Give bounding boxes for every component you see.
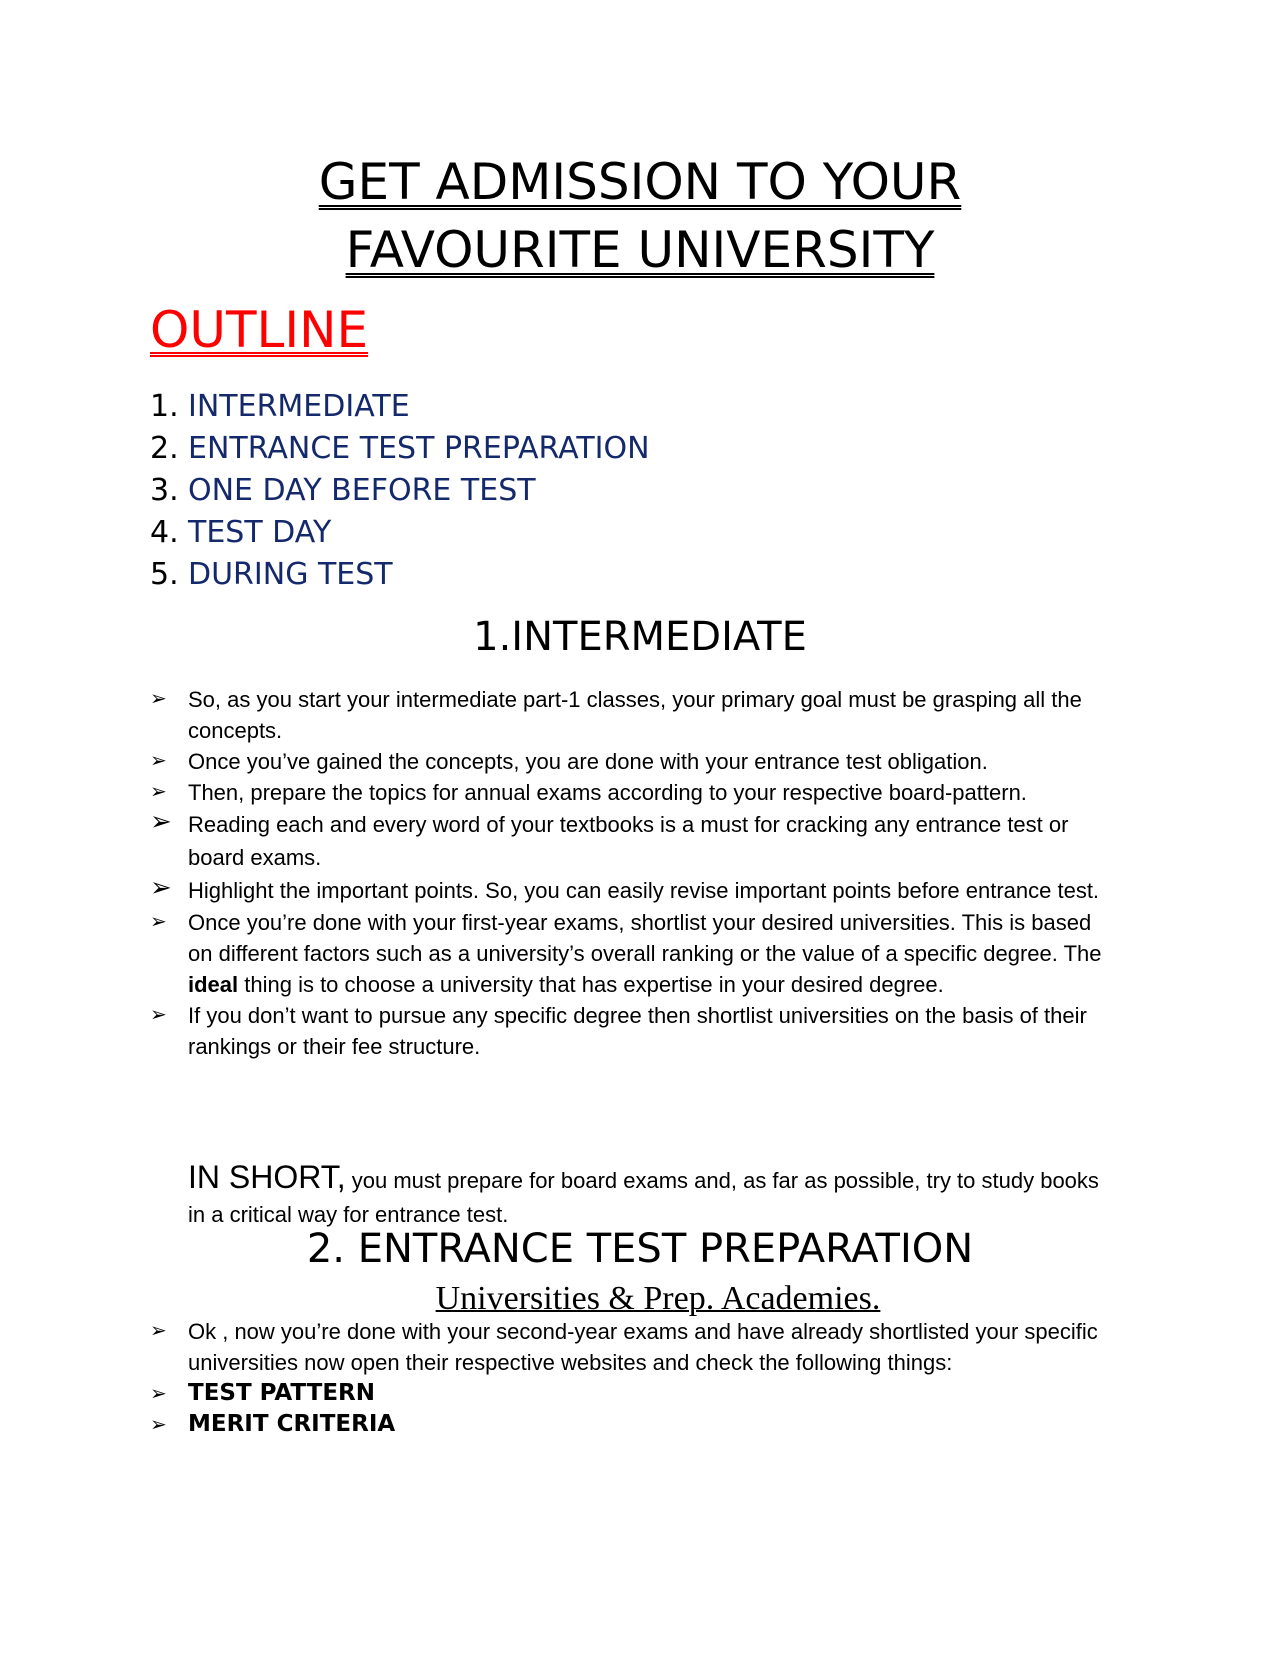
arrow-bullet-icon: ➢ xyxy=(150,872,172,902)
arrow-bullet-icon: ➢ xyxy=(150,1004,167,1026)
bullet-item: ➢ So, as you start your intermediate part-1 classes, your primary goal must be grasping all the concepts. xyxy=(150,684,1120,746)
bullet-item: ➢ Once you’ve gained the concepts, you are done with your entrance test obligation. xyxy=(150,746,1120,777)
document-title: GET ADMISSION TO YOUR FAVOURITE UNIVERSITY xyxy=(318,153,962,279)
outline-item: 2. ENTRANCE TEST PREPARATION xyxy=(150,431,650,466)
arrow-bullet-icon: ➢ xyxy=(150,1381,167,1405)
arrow-bullet-icon: ➢ xyxy=(150,1412,167,1436)
arrow-bullet-icon: ➢ xyxy=(150,750,167,772)
outline-item: 4. TEST DAY xyxy=(150,515,332,550)
section1-heading: 1.INTERMEDIATE xyxy=(473,614,807,660)
section1-bullets xyxy=(150,684,1120,1062)
bullet-item: ➢ Then, prepare the topics for annual exams according to your respective board-pattern. xyxy=(150,777,1120,808)
outline-item: 1. INTERMEDIATE xyxy=(150,389,410,424)
outline-item: 3. ONE DAY BEFORE TEST xyxy=(150,473,536,508)
outline-item: 5. DURING TEST xyxy=(150,557,393,592)
arrow-bullet-icon: ➢ xyxy=(150,688,167,710)
bullet-item: ➢ TEST PATTERN xyxy=(150,1378,1120,1409)
outline-list xyxy=(150,386,650,596)
arrow-bullet-icon: ➢ xyxy=(150,781,167,803)
bullet-item: ➢ If you don’t want to pursue any specific degree then shortlist universities on the basis of their rankings or their fee structure. xyxy=(150,1000,1120,1062)
arrow-bullet-icon: ➢ xyxy=(150,911,167,933)
section2-subheading: Universities & Prep. Academies. xyxy=(435,1280,881,1317)
bullet-item: ➢ Reading each and every word of your textbooks is a must for cracking any entrance test or board exams. xyxy=(150,806,1069,870)
bullet-item: ➢ MERIT CRITERIA xyxy=(150,1409,1120,1440)
arrow-bullet-icon: ➢ xyxy=(150,806,172,836)
arrow-bullet-icon: ➢ xyxy=(150,1320,167,1342)
section2-heading: 2. ENTRANCE TEST PREPARATION xyxy=(306,1226,974,1272)
section2-bullets xyxy=(150,1316,1120,1440)
bullet-item: ➢ Ok , now you’re done with your second-year exams and have already shortlisted your specific universities now open their respective websites and check the following things: xyxy=(150,1316,1120,1378)
bullet-item: ➢ Highlight the important points. So, you can easily revise important points before entrance test. xyxy=(150,872,1100,903)
bullet-item: ➢ Once you’re done with your first-year exams, shortlist your desired universities. This is based on different factors such as a university’s overall ranking or the value of a specific degree. The ideal thing is to choose a university that has expertise in your desired degree. xyxy=(150,907,1120,1000)
in-short-paragraph: IN SHORT, you must prepare for board exams and, as far as possible, try to study books in a critical way for entrance test. xyxy=(188,1159,1099,1227)
outline-heading: OUTLINE xyxy=(150,301,369,359)
